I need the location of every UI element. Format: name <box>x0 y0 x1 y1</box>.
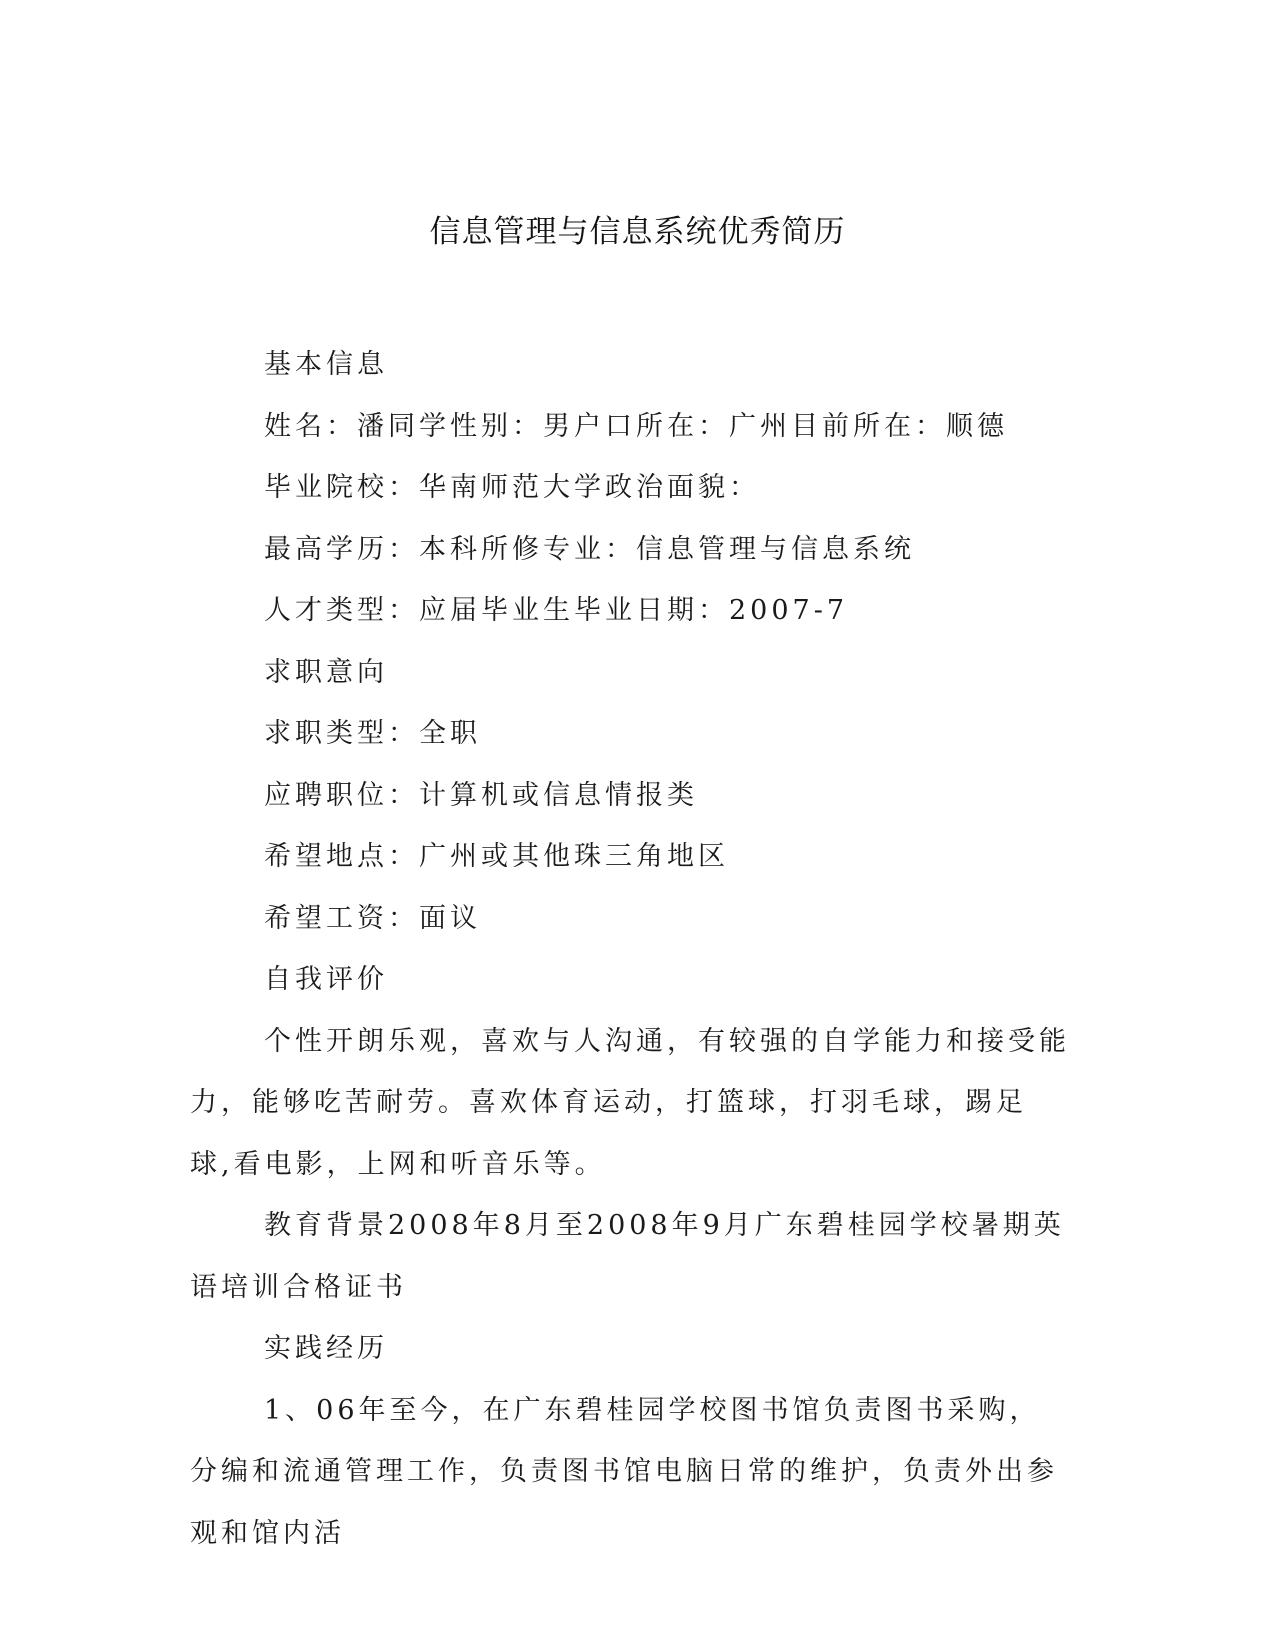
line-salary: 希望工资：面议 <box>264 902 481 934</box>
line-location: 希望地点：广州或其他珠三角地区 <box>264 841 729 872</box>
section-heading-job-intent: 求职意向 <box>264 656 388 688</box>
section-heading-practice: 实践经历 <box>264 1333 388 1364</box>
line-position: 应聘职位：计算机或信息情报类 <box>264 779 698 811</box>
document-title: 信息管理与信息系统优秀简历 <box>429 214 846 250</box>
line-degree-major: 最高学历：本科所修专业：信息管理与信息系统 <box>264 533 915 565</box>
document-body <box>190 334 1070 1564</box>
paragraph-practice-1: 1、06年至今，在广东碧桂园学校图书馆负责图书采购，分编和流通管理工作，负责图书馆电脑日常的维护，负责外出参观和馆内活 <box>190 1394 1058 1549</box>
line-job-type: 求职类型：全职 <box>264 718 481 749</box>
line-name-gender-location: 姓名：潘同学性别：男户口所在：广州目前所在：顺德 <box>264 410 1008 442</box>
line-school: 毕业院校：华南师范大学政治面貌： <box>264 472 760 503</box>
section-heading-self-evaluation: 自我评价 <box>264 964 388 995</box>
paragraph-self-evaluation: 个性开朗乐观，喜欢与人沟通，有较强的自学能力和接受能力，能够吃苦耐劳。喜欢体育运动，打篮球，打羽毛球，踢足球,看电影，上网和听音乐等。 <box>190 1025 1070 1180</box>
section-heading-basic-info: 基本信息 <box>264 349 388 380</box>
line-talent-type: 人才类型：应届毕业生毕业日期：2007-7 <box>264 595 849 626</box>
paragraph-education: 教育背景2008年8月至2008年9月广东碧桂园学校暑期英语培训合格证书 <box>190 1210 1065 1303</box>
